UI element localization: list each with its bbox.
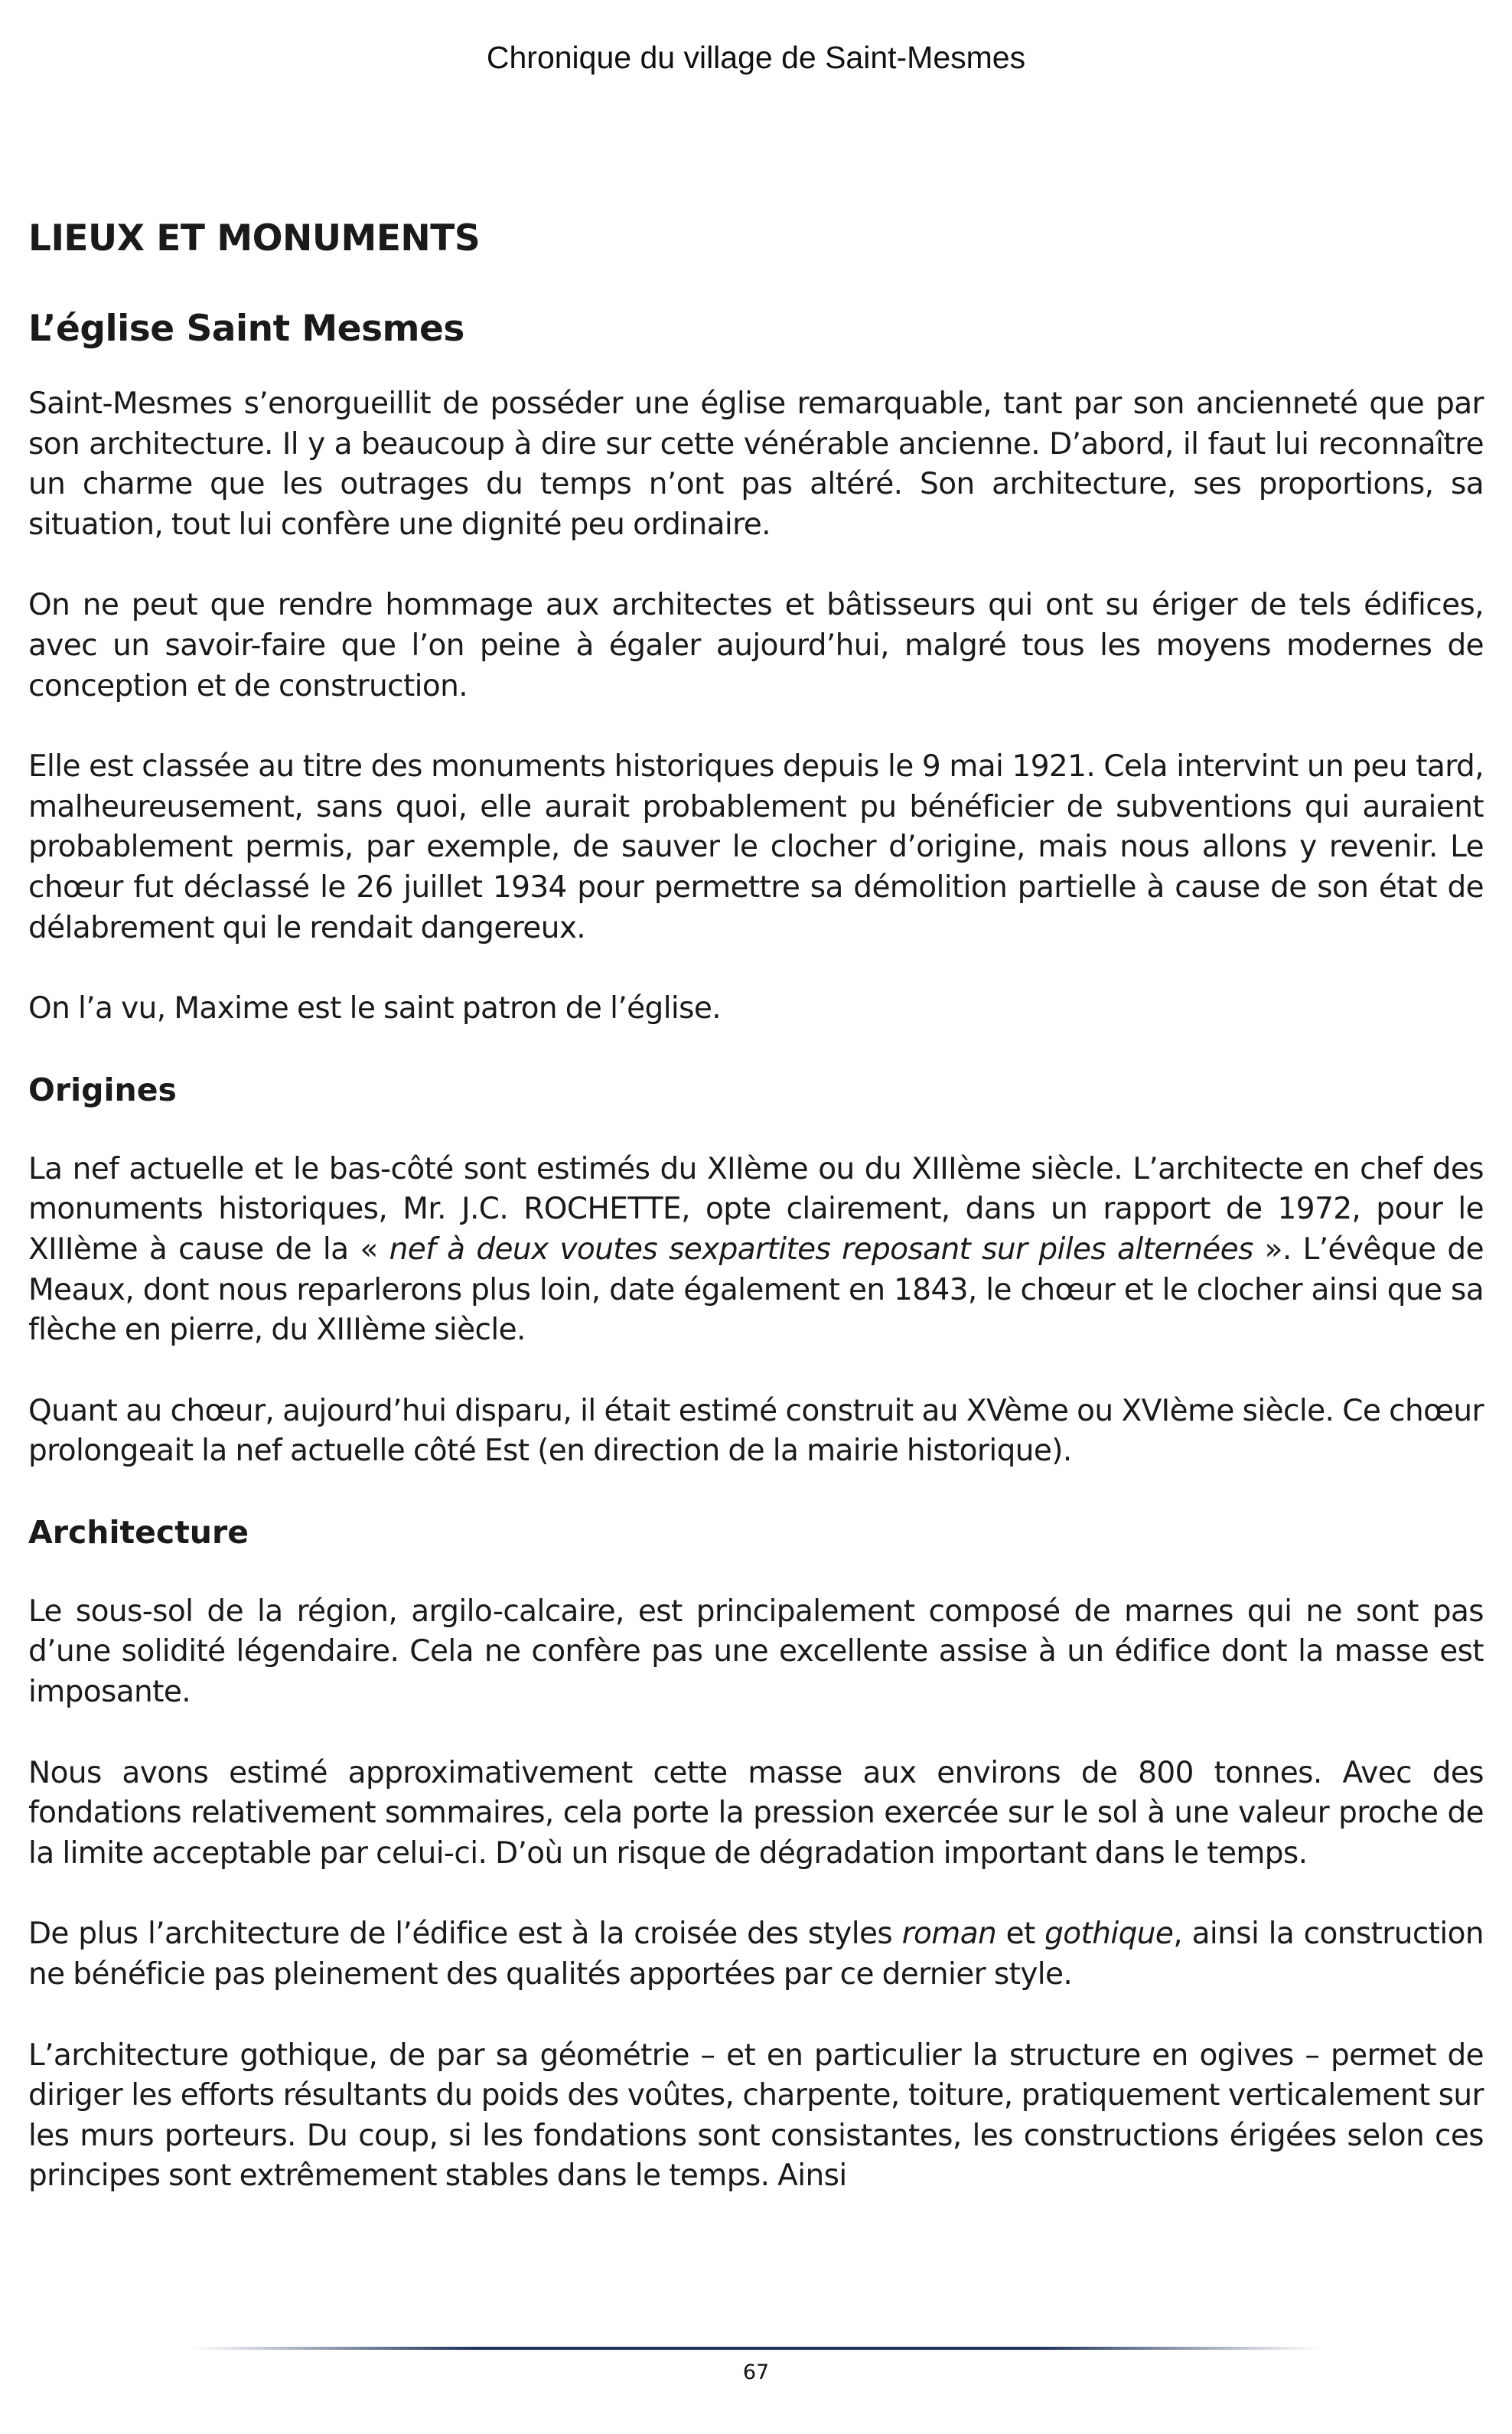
paragraph: On ne peut que rendre hommage aux architectes et bâtisseurs qui ont su ériger de tels édifices, avec un savoir-faire que l’on peine à égaler aujourd’hui, malgré tous les moyens modernes de conception et de construction. xyxy=(28,588,1484,703)
paragraph xyxy=(28,1914,1484,1995)
page-content xyxy=(28,216,1484,2197)
text-run: et xyxy=(996,1917,1045,1952)
subheading-origines: Origines xyxy=(28,1071,177,1108)
paragraph xyxy=(28,1150,1484,1351)
paragraph: Quant au chœur, aujourd’hui disparu, il était estimé construit au XVème ou XVIème siècle. Ce chœur prolongeait la nef actuelle côté Est (en direction de la mairie historique). xyxy=(28,1393,1484,1469)
footer-divider xyxy=(191,2347,1321,2350)
text-run: , ainsi la construction ne bénéficie pas pleinement des qualités apportées par ce dernier style. xyxy=(28,1917,1484,1992)
page-number: 67 xyxy=(742,2361,770,2384)
subheading-architecture: Architecture xyxy=(28,1513,249,1551)
style-term: roman xyxy=(901,1917,997,1952)
running-header: Chronique du village de Saint-Mesmes xyxy=(486,40,1026,75)
paragraph: Elle est classée au titre des monuments historiques depuis le 9 mai 1921. Cela intervint un peu tard, malheureusement, sans quoi, elle aurait probablement pu bénéficier de subventions qui auraient probablement permis, par exemple, de sauver le clocher d’origine, mais nous allons y revenir. Le chœur fut déclassé le 26 juillet 1934 pour permettre sa démolition partielle à cause de son état de délabrement qui le rendait dangereux. xyxy=(28,749,1484,945)
text-run: La nef actuelle et le bas-côté sont estimés du XIIème ou du XIIIème siècle. L’architecte en chef des monuments historiques, Mr. J.C. ROCHETTE, opte clairement, dans un rapport de 1972, pour le XIIIème à cause de la « xyxy=(28,1151,1484,1267)
quote-text: nef à deux voutes sexpartites reposant sur piles alternées xyxy=(389,1232,1253,1267)
paragraph: Nous avons estimé approximativement cette masse aux environs de 800 tonnes. Avec des fondations relativement sommaires, cela porte la pression exercée sur le sol à une valeur proche de la limite acceptable par celui-ci. D’où un risque de dégradation important dans le temps. xyxy=(28,1755,1484,1871)
paragraph: L’architecture gothique, de par sa géométrie – et en particulier la structure en ogives – permet de diriger les efforts résultants du poids des voûtes, charpente, toiture, pratiquement verticalement sur les murs porteurs. Du coup, si les fondations sont consistantes, les constructions érigées selon ces principes sont extrêmement stables dans le temps. Ainsi xyxy=(28,2038,1484,2194)
text-run: ». L’évêque de Meaux, dont nous reparlerons plus loin, date également en 1843, le chœur et le clocher ainsi que sa flèche en pierre, du XIIIème siècle. xyxy=(28,1232,1484,1348)
section-title: LIEUX ET MONUMENTS xyxy=(28,217,481,259)
paragraph: Saint-Mesmes s’enorgueillit de posséder une église remarquable, tant par son ancienneté que par son architecture. Il y a beaucoup à dire sur cette vénérable ancienne. D’abord, il faut lui reconnaître un charme que les outrages du temps n’ont pas altéré. Son architecture, ses proportions, sa situation, tout lui confère une dignité peu ordinaire. xyxy=(28,387,1484,542)
article-title: L’église Saint Mesmes xyxy=(28,308,464,350)
style-term: gothique xyxy=(1044,1917,1174,1952)
paragraph: Le sous-sol de la région, argilo-calcaire, est principalement composé de marnes qui ne sont pas d’une solidité légendaire. Cela ne confère pas une excellente assise à un édifice dont la masse est imposante. xyxy=(28,1594,1484,1710)
text-run: De plus l’architecture de l’édifice est à la croisée des styles xyxy=(28,1917,902,1952)
paragraph: On l’a vu, Maxime est le saint patron de l’église. xyxy=(28,991,722,1026)
